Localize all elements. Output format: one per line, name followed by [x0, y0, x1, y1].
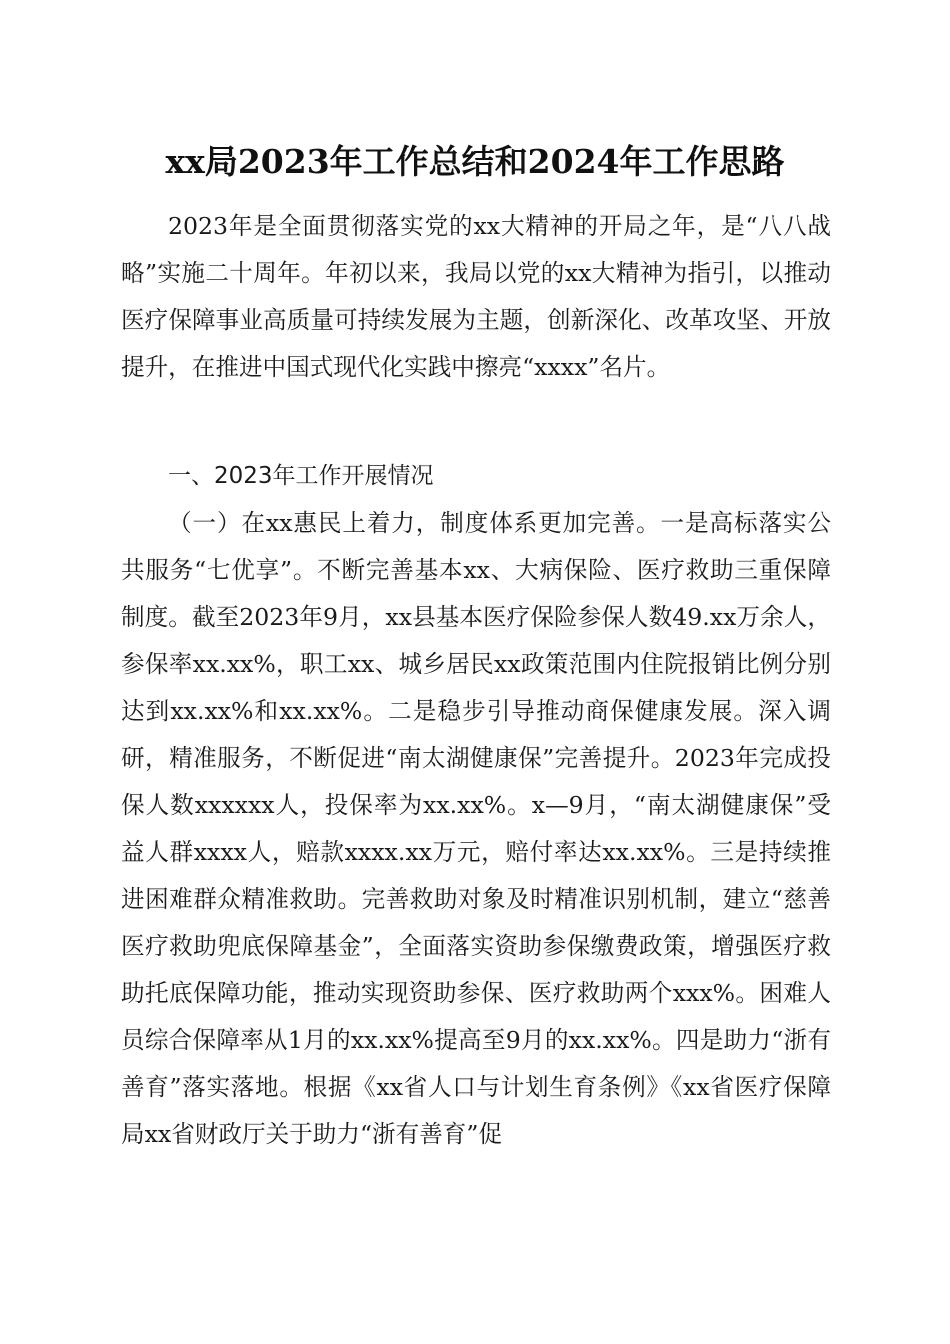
- intro-paragraph: 2023年是全面贯彻落实党的xx大精神的开局之年，是“八八战略”实施二十周年。年初以来，我局以党的xx大精神为指引，以推动医疗保障事业高质量可持续发展为主题，创新深化、改革攻坚、开放提升，在推进中国式现代化实践中擦亮“xxxx”名片。: [121, 212, 831, 381]
- section-heading: 一、2023年工作开展情况: [168, 463, 434, 489]
- document-title: xx局2023年工作总结和2024年工作思路: [165, 142, 785, 181]
- section-paragraph: （一）在xx惠民上着力，制度体系更加完善。一是高标落实公共服务“七优享”。不断完善基本xx、大病保险、医疗救助三重保障制度。截至2023年9月，xx县基本医疗保险参保人数49.xx万余人，参保率xx.xx%，职工xx、城乡居民xx政策范围内住院报销比例分别达到xx.xx%和xx.xx%。二是稳步引导推动商保健康发展。深入调研，精准服务，不断促进“南太湖健康保”完善提升。2023年完成投保人数xxxxxx人，投保率为xx.xx%。x—9月，“南太湖健康保”受益人群xxxx人，赔款xxxx.xx万元，赔付率达xx.xx%。三是持续推进困难群众精准救助。完善救助对象及时精准识别机制，建立“慈善医疗救助兜底保障基金”，全面落实资助参保缴费政策，增强医疗救助托底保障功能，推动实现资助参保、医疗救助两个xxx%。困难人员综合保障率从1月的xx.xx%提高至9月的xx.xx%。四是助力“浙有善育”落实落地。根据《xx省人口与计划生育条例》《xx省医疗保障局xx省财政厅关于助力“浙有善育”促: [121, 509, 831, 1148]
